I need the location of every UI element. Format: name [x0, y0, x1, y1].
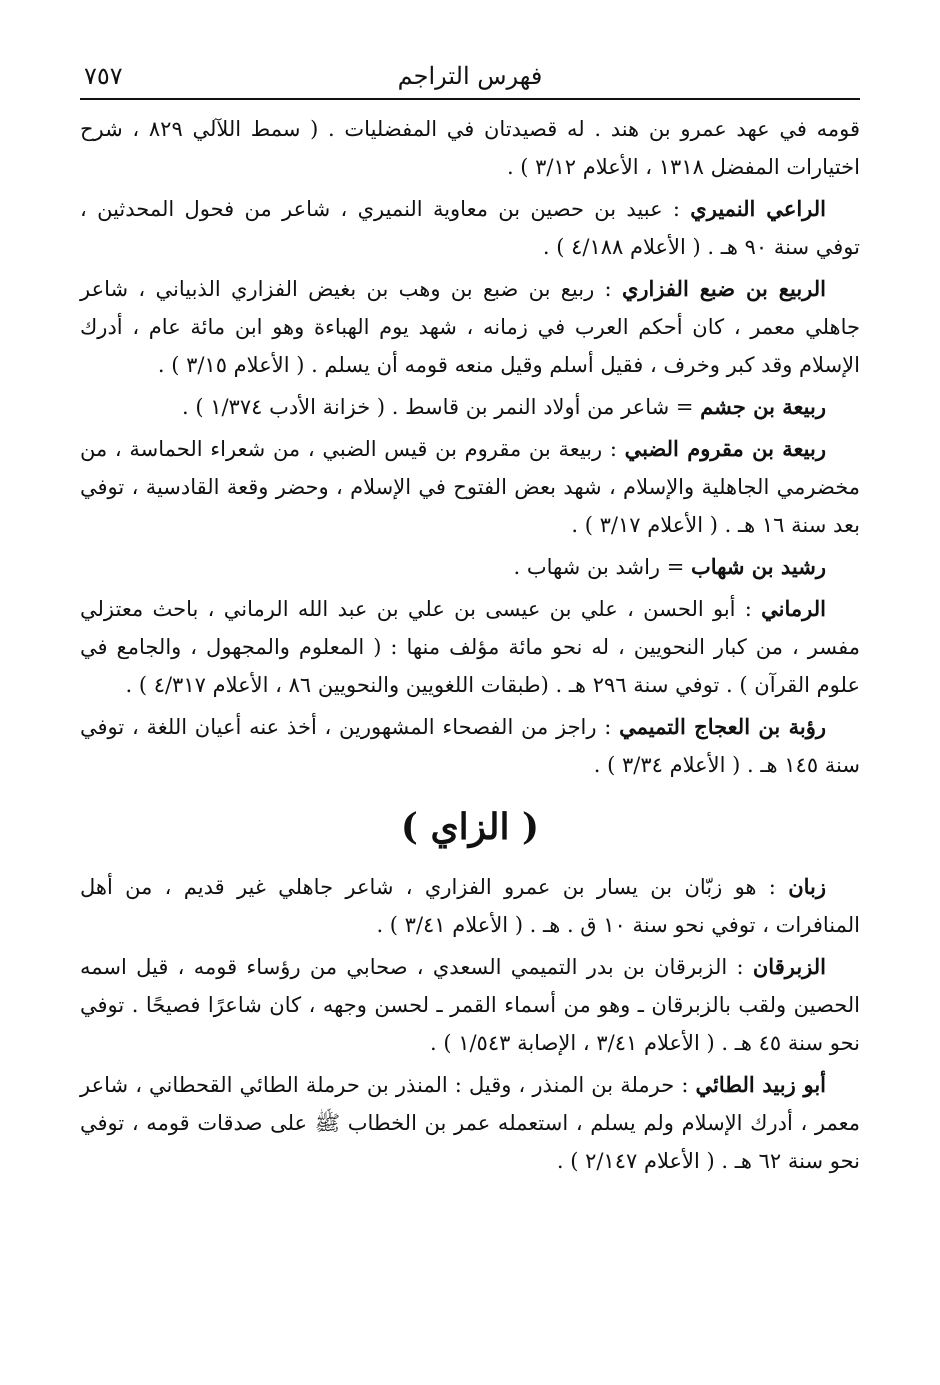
entry	[80, 548, 860, 586]
entry-text: : ربيعة بن مقروم بن قيس الضبي ، من شعراء الحماسة ، من مخضرمي الجاهلية والإسلام ، شهد بعض الفتوح في الإسلام ، وحضر وقعة القادسية ، توفي بعد سنة ١٦ هـ . ( الأعلام ٣/١٧ ) .	[80, 437, 860, 537]
entry	[80, 270, 860, 384]
entry-text: قومه في عهد عمرو بن هند . له قصيدتان في المفضليات . ( سمط اللآلي ٨٢٩ ، شرح اختيارات المفضل ١٣١٨ ، الأعلام ٣/١٢ ) .	[80, 117, 860, 179]
entry-name: زبان	[788, 874, 826, 899]
entry-name: الراعي النميري	[690, 196, 826, 221]
entry	[80, 388, 860, 426]
entry-text: : حرملة بن المنذر ، وقيل : المنذر بن حرملة الطائي القحطاني ، شاعر معمر ، أدرك الإسلام ولم يسلم ، استعمله عمر بن الخطاب ﷺ على صدقات قومه ، توفي نحو سنة ٦٢ هـ . ( الأعلام ٢/١٤٧ ) .	[80, 1073, 860, 1173]
entry-name: ربيعة بن مقروم الضبي	[624, 436, 826, 461]
entry-text: = راشد بن شهاب .	[513, 555, 691, 579]
entry-text: : أبو الحسن ، علي بن عيسى بن علي بن عبد الله الرماني ، باحث معتزلي مفسر ، من كبار النحويين ، له نحو مائة مؤلف منها : ( المعلوم والمجهول ، والجامع في علوم القرآن ) . توفي سنة ٢٩٦ هـ . (طبقات اللغويين والنحويين ٨٦ ، الأعلام ٤/٣١٧ ) .	[80, 597, 860, 697]
page	[80, 58, 860, 1184]
entry-name: الرماني	[761, 596, 826, 621]
running-title: فهرس التراجم	[397, 62, 543, 90]
entry-text: : راجز من الفصحاء المشهورين ، أخذ عنه أعيان اللغة ، توفي سنة ١٤٥ هـ . ( الأعلام ٣/٣٤ ) .	[80, 715, 860, 777]
section-heading: ( الزاي )	[400, 806, 540, 848]
page-body	[80, 110, 860, 1180]
entry	[80, 590, 860, 704]
entry-text: = شاعر من أولاد النمر بن قاسط . ( خزانة الأدب ١/٣٧٤ ) .	[181, 395, 701, 419]
running-head	[80, 58, 860, 100]
entry	[80, 430, 860, 544]
entry-name: رؤبة بن العجاج التميمي	[619, 714, 827, 739]
entry-text: : عبيد بن حصين بن معاوية النميري ، شاعر من فحول المحدثين ، توفي سنة ٩٠ هـ . ( الأعلام ٤/١٨٨ ) .	[80, 197, 860, 259]
entry-text: : ربيع بن ضبع بن وهب بن بغيض الفزاري الذبياني ، شاعر جاهلي معمر ، كان أحكم العرب في زمانه ، شهد يوم الهباءة وهو ابن مائة عام ، أدرك الإسلام وقد كبر وخرف ، فقيل أسلم وقيل منعه قومه أن يسلم . ( الأعلام ٣/١٥ ) .	[80, 277, 860, 377]
entry-text: : هو زبّان بن يسار بن عمرو الفزاري ، شاعر جاهلي غير قديم ، من أهل المنافرات ، توفي نحو سنة ١٠ ق . هـ . ( الأعلام ٣/٤١ ) .	[80, 875, 860, 937]
entry-name: الزبرقان	[752, 954, 826, 979]
entry	[80, 868, 860, 944]
entry-continuation	[80, 110, 860, 186]
entry-name: رشيد بن شهاب	[691, 554, 826, 579]
page-number: ٧٥٧	[84, 62, 123, 90]
entry-name: ربيعة بن جشم	[700, 394, 826, 419]
entry-name: أبو زبيد الطائي	[695, 1072, 827, 1097]
entry	[80, 190, 860, 266]
entry-name: الربيع بن ضبع الفزاري	[621, 276, 826, 301]
entry-text: : الزبرقان بن بدر التميمي السعدي ، صحابي من رؤساء قومه ، قيل اسمه الحصين ولقب بالزبرقان ـ وهو من أسماء القمر ـ لحسن وجهه ، كان شاعرًا فصيحًا . توفي نحو سنة ٤٥ هـ . ( الأعلام ٣/٤١ ، الإصابة ١/٥٤٣ ) .	[80, 955, 860, 1055]
entry	[80, 1066, 860, 1180]
entry	[80, 708, 860, 784]
entry	[80, 948, 860, 1062]
